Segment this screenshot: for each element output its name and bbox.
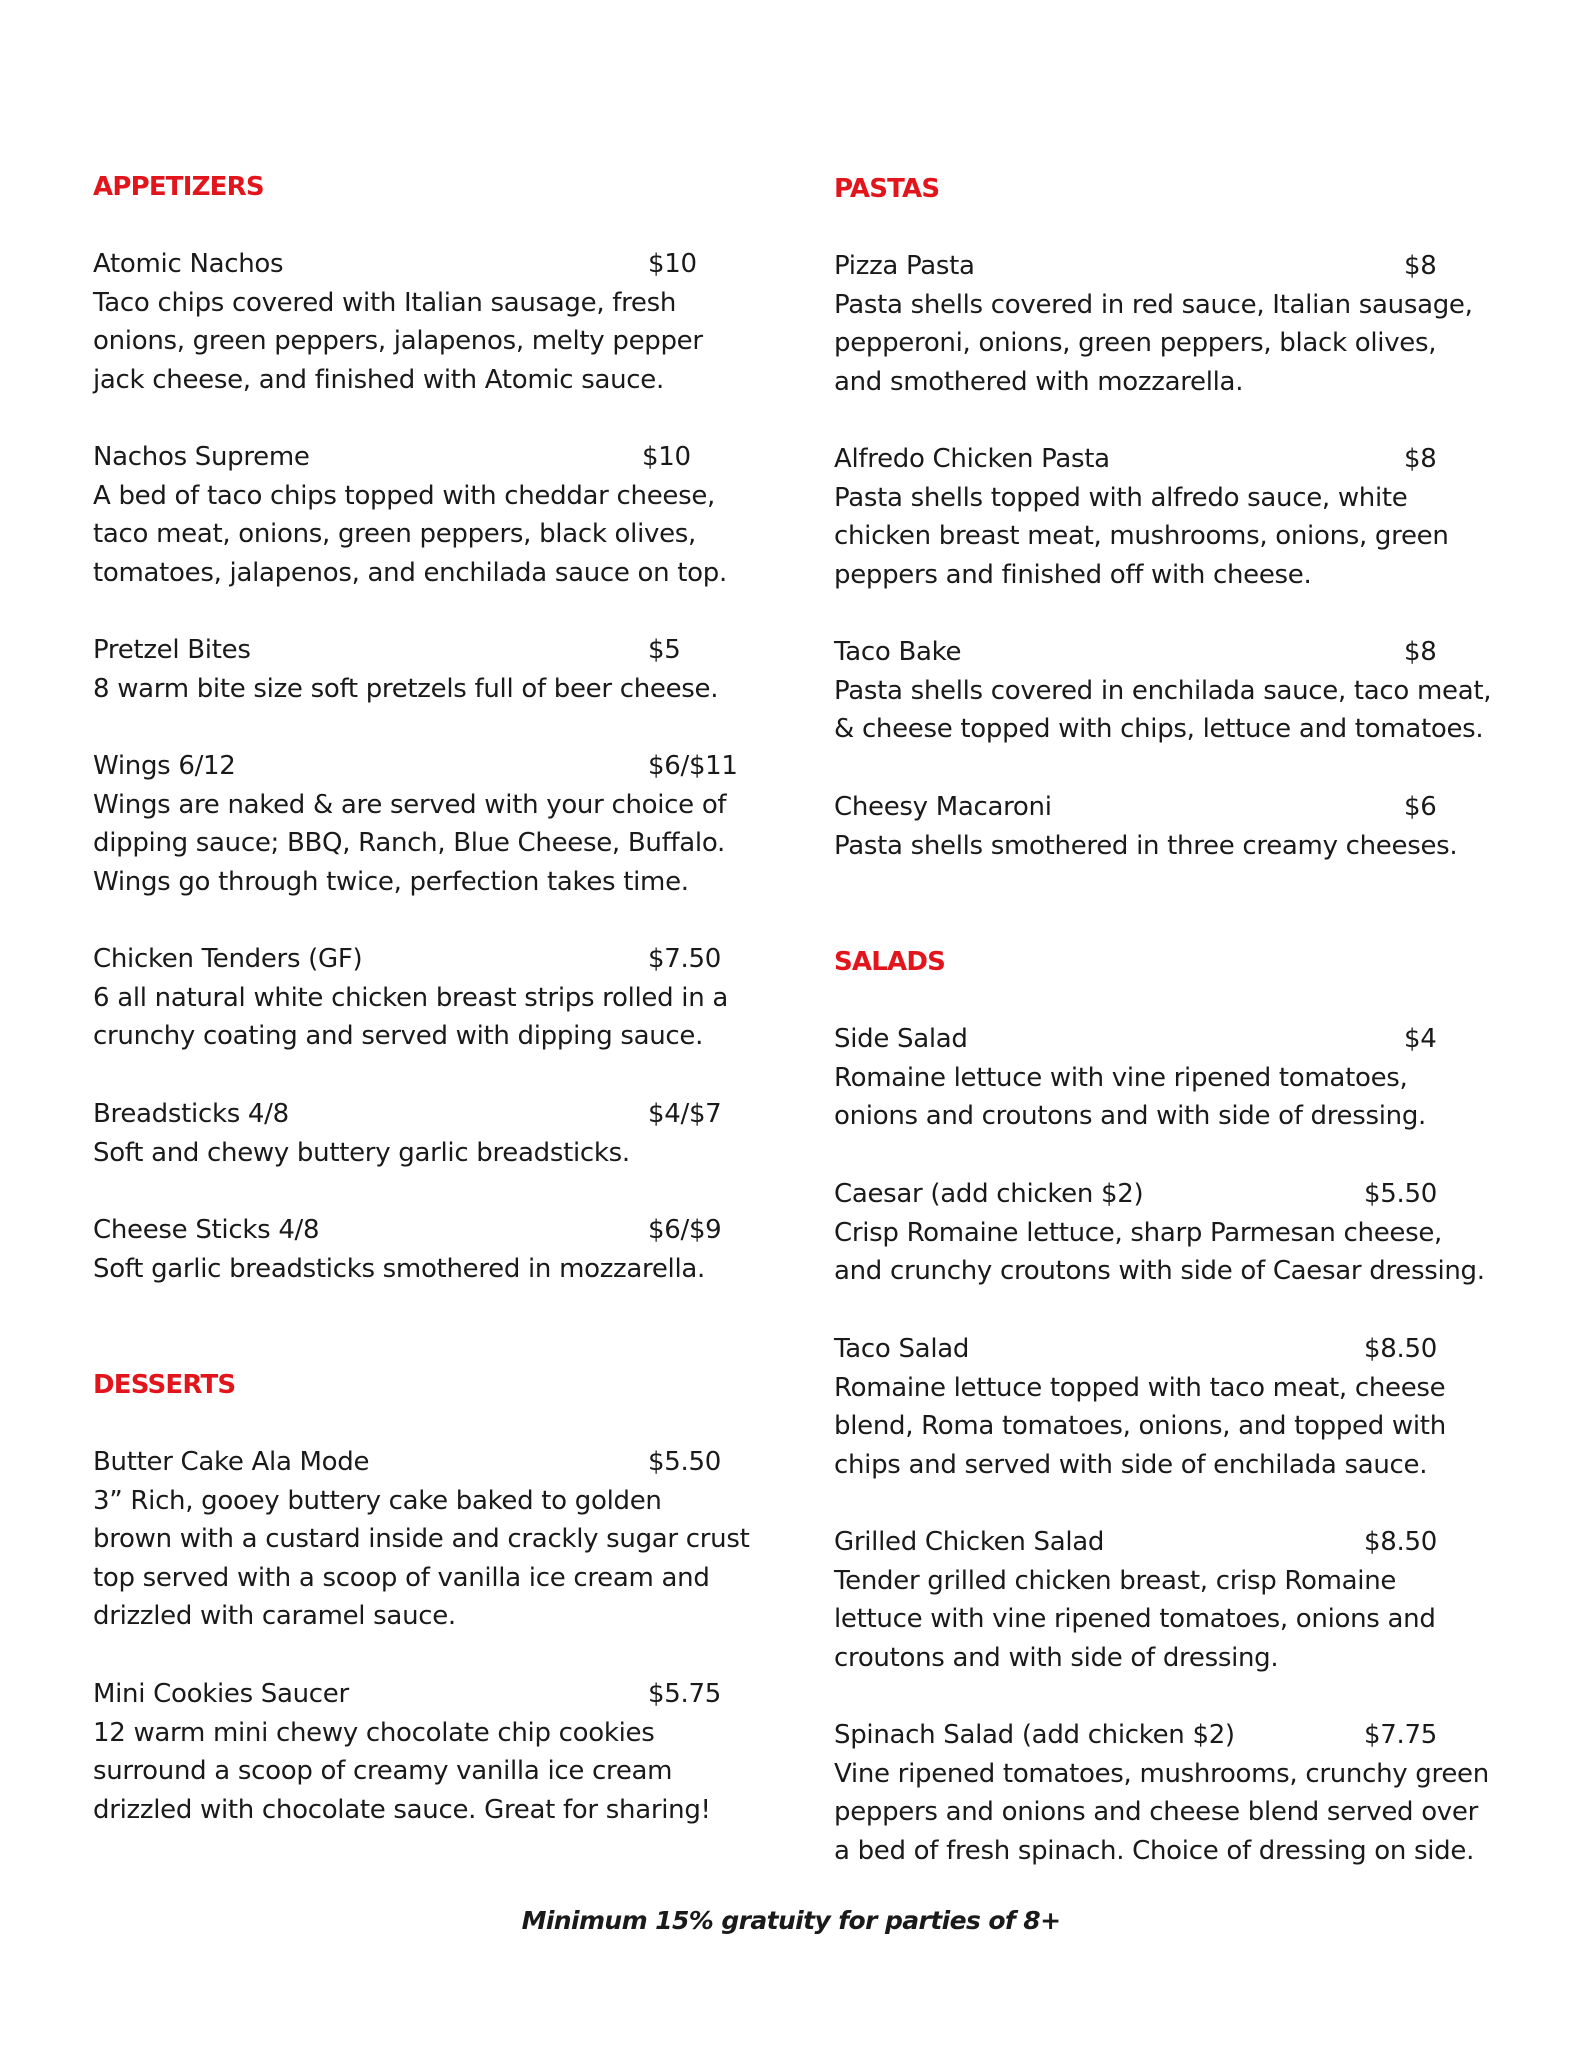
item-name: Taco Salad xyxy=(834,1334,970,1364)
item-description xyxy=(93,477,727,593)
menu-item xyxy=(834,1523,1436,1677)
gratuity-note: Minimum 15% gratuity for parties of 8+ xyxy=(521,1906,1061,1935)
item-price: $8.50 xyxy=(1364,1334,1437,1364)
menu-item xyxy=(93,940,728,1056)
description-line: 12 warm mini chewy chocolate chip cookies xyxy=(93,1717,655,1748)
description-line: a bed of fresh spinach. Choice of dressing on side. xyxy=(834,1835,1475,1866)
description-line: A bed of taco chips topped with cheddar cheese, xyxy=(93,480,715,511)
item-price: $7.75 xyxy=(1364,1720,1437,1750)
item-description xyxy=(93,979,728,1056)
item-description xyxy=(834,672,1491,749)
menu-item xyxy=(93,747,738,901)
description-line: Crisp Romaine lettuce, sharp Parmesan cheese, xyxy=(834,1217,1443,1248)
menu-item xyxy=(93,245,703,399)
item-price: $6/$11 xyxy=(648,751,738,781)
item-description xyxy=(93,670,718,709)
description-line: blend, Roma tomatoes, onions, and topped with xyxy=(834,1411,1446,1441)
item-name: Side Salad xyxy=(834,1024,968,1054)
description-line: onions and croutons and with side of dressing. xyxy=(834,1101,1427,1131)
item-price: $6 xyxy=(1404,792,1437,822)
item-description xyxy=(834,1562,1436,1678)
item-price: $8 xyxy=(1404,444,1437,474)
item-description xyxy=(834,286,1473,402)
description-line: Romaine lettuce topped with taco meat, cheese xyxy=(834,1372,1446,1403)
description-line: Vine ripened tomatoes, mushrooms, crunchy green xyxy=(834,1758,1489,1789)
item-name: Taco Bake xyxy=(834,637,962,667)
description-line: chicken breast meat, mushrooms, onions, green xyxy=(834,521,1449,551)
section-heading-pastas: PASTAS xyxy=(834,174,940,204)
item-name: Chicken Tenders (GF) xyxy=(93,944,363,974)
item-price: $8 xyxy=(1404,251,1437,281)
description-line: 3” Rich, gooey buttery cake baked to golden xyxy=(93,1485,662,1516)
item-price: $4 xyxy=(1404,1024,1437,1054)
description-line: Pasta shells covered in red sauce, Italian sausage, xyxy=(834,289,1473,320)
item-description xyxy=(93,284,703,400)
item-description xyxy=(93,1250,705,1289)
description-line: crunchy coating and served with dipping sauce. xyxy=(93,1021,704,1051)
description-line: dipping sauce; BBQ, Ranch, Blue Cheese, Buffalo. xyxy=(93,828,725,858)
item-price: $6/$9 xyxy=(648,1215,722,1245)
item-name: Breadsticks 4/8 xyxy=(93,1099,289,1129)
item-price: $5.75 xyxy=(648,1679,721,1709)
description-line: pepperoni, onions, green peppers, black olives, xyxy=(834,328,1437,358)
menu-item xyxy=(834,440,1449,594)
menu-item xyxy=(834,1020,1437,1136)
item-name: Pizza Pasta xyxy=(834,251,975,281)
description-line: lettuce with vine ripened tomatoes, onions and xyxy=(834,1604,1436,1634)
item-price: $5.50 xyxy=(1364,1179,1437,1209)
item-name: Pretzel Bites xyxy=(93,635,251,665)
description-line: Wings are naked & are served with your choice of xyxy=(93,789,727,820)
description-line: Pasta shells covered in enchilada sauce, taco meat, xyxy=(834,675,1492,706)
description-line: drizzled with chocolate sauce. Great for sharing! xyxy=(93,1794,711,1825)
description-line: and smothered with mozzarella. xyxy=(834,366,1244,397)
description-line: peppers and onions and cheese blend served over xyxy=(834,1797,1478,1827)
item-name: Butter Cake Ala Mode xyxy=(93,1447,370,1477)
description-line: 6 all natural white chicken breast strips rolled in a xyxy=(93,982,728,1013)
item-price: $10 xyxy=(642,442,691,472)
description-line: 8 warm bite size soft pretzels full of beer cheese. xyxy=(93,673,719,704)
item-price: $4/$7 xyxy=(648,1099,722,1129)
menu-item xyxy=(834,1175,1485,1291)
item-description xyxy=(834,827,1457,866)
item-price: $5 xyxy=(648,635,681,665)
item-description xyxy=(834,1369,1446,1485)
item-name: Alfredo Chicken Pasta xyxy=(834,444,1110,474)
description-line: onions, green peppers, jalapenos, melty pepper xyxy=(93,326,703,356)
description-line: croutons and with side of dressing. xyxy=(834,1642,1279,1673)
description-line: brown with a custard inside and crackly sugar crust xyxy=(93,1524,750,1554)
description-line: chips and served with side of enchilada sauce. xyxy=(834,1449,1428,1480)
item-price: $8 xyxy=(1404,637,1437,667)
description-line: top served with a scoop of vanilla ice cream and xyxy=(93,1562,710,1593)
menu-item xyxy=(93,438,727,592)
description-line: jack cheese, and finished with Atomic sauce. xyxy=(93,364,664,395)
description-line: Pasta shells topped with alfredo sauce, white xyxy=(834,482,1408,513)
description-line: taco meat, onions, green peppers, black olives, xyxy=(93,519,696,549)
item-price: $5.50 xyxy=(648,1447,721,1477)
item-name: Cheesy Macaroni xyxy=(834,792,1052,822)
item-name: Atomic Nachos xyxy=(93,249,284,279)
menu-item xyxy=(834,1716,1489,1870)
description-line: and crunchy croutons with side of Caesar dressing. xyxy=(834,1256,1485,1286)
item-name: Caesar (add chicken $2) xyxy=(834,1179,1144,1209)
menu-item xyxy=(93,1443,750,1636)
item-name: Wings 6/12 xyxy=(93,751,236,781)
section-heading-salads: SALADS xyxy=(834,947,946,977)
menu-item xyxy=(834,1330,1446,1484)
description-line: Tender grilled chicken breast, crisp Romaine xyxy=(834,1565,1397,1596)
item-price: $7.50 xyxy=(648,944,721,974)
item-description xyxy=(834,479,1449,595)
item-description xyxy=(834,1059,1426,1136)
menu-item xyxy=(834,788,1457,865)
menu-item xyxy=(93,1211,722,1288)
description-line: peppers and finished off with cheese. xyxy=(834,559,1312,590)
item-price: $8.50 xyxy=(1364,1527,1437,1557)
section-heading-desserts: DESSERTS xyxy=(93,1370,236,1400)
item-name: Spinach Salad (add chicken $2) xyxy=(834,1720,1235,1750)
description-line: Wings go through twice, perfection takes time. xyxy=(93,866,689,897)
item-description xyxy=(93,1134,630,1173)
description-line: Soft garlic breadsticks smothered in mozzarella. xyxy=(93,1253,705,1284)
section-heading-appetizers: APPETIZERS xyxy=(93,172,264,202)
description-line: drizzled with caramel sauce. xyxy=(93,1601,456,1631)
item-description xyxy=(93,786,726,902)
description-line: Taco chips covered with Italian sausage, fresh xyxy=(93,287,677,318)
item-description xyxy=(93,1714,711,1830)
item-price: $10 xyxy=(648,249,697,279)
menu-item xyxy=(93,1095,722,1172)
menu-item xyxy=(834,633,1491,749)
item-name: Grilled Chicken Salad xyxy=(834,1527,1105,1557)
item-name: Nachos Supreme xyxy=(93,442,310,472)
menu-item xyxy=(834,247,1473,401)
description-line: Romaine lettuce with vine ripened tomatoes, xyxy=(834,1062,1408,1093)
menu-item xyxy=(93,1675,721,1829)
item-description xyxy=(834,1755,1489,1871)
item-name: Mini Cookies Saucer xyxy=(93,1679,349,1709)
description-line: Pasta shells smothered in three creamy cheeses. xyxy=(834,830,1458,861)
item-name: Cheese Sticks 4/8 xyxy=(93,1215,320,1245)
item-description xyxy=(834,1214,1485,1291)
description-line: & cheese topped with chips, lettuce and tomatoes. xyxy=(834,714,1484,744)
description-line: surround a scoop of creamy vanilla ice cream xyxy=(93,1756,673,1786)
description-line: tomatoes, jalapenos, and enchilada sauce on top. xyxy=(93,557,727,588)
description-line: Soft and chewy buttery garlic breadsticks. xyxy=(93,1137,630,1168)
menu-item xyxy=(93,631,718,708)
item-description xyxy=(93,1482,750,1636)
